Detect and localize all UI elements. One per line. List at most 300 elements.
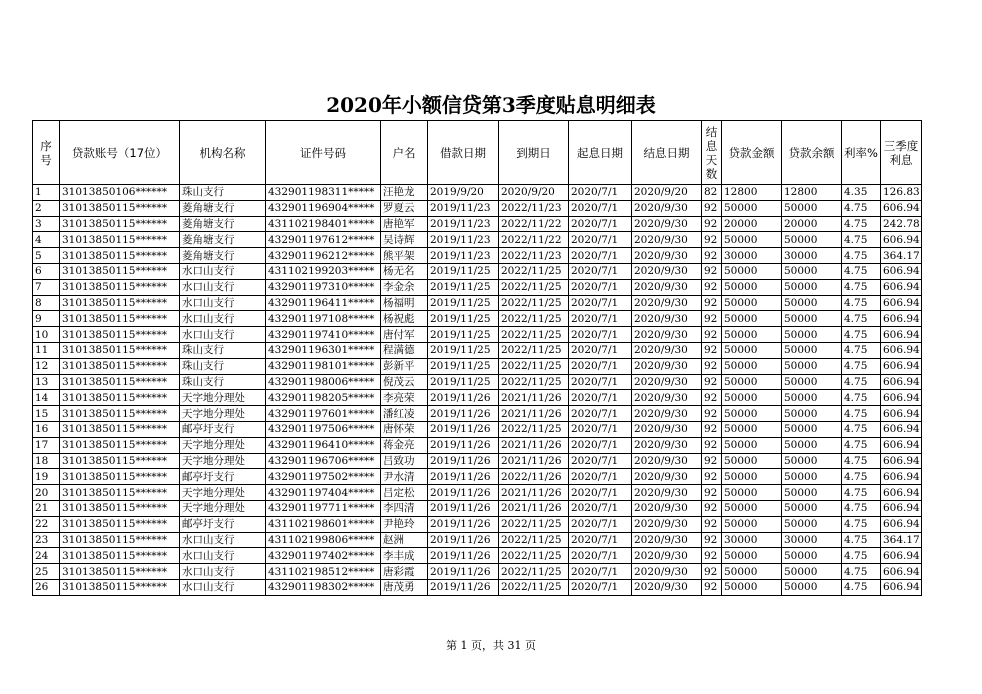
cell-name: 吴诗辉	[381, 232, 428, 248]
cell-rate: 4.75	[842, 516, 881, 532]
cell-q3-interest: 606.94	[881, 406, 922, 422]
table-row	[33, 485, 922, 501]
cell-rate: 4.75	[842, 390, 881, 406]
cell-days: 92	[702, 200, 722, 216]
table-row	[33, 579, 922, 595]
cell-due-date: 2022/11/22	[499, 232, 569, 248]
cell-days: 92	[702, 232, 722, 248]
cell-account: 31013850115******	[60, 263, 180, 279]
cell-rate: 4.75	[842, 263, 881, 279]
cell-account: 31013850115******	[60, 342, 180, 358]
cell-rate: 4.75	[842, 248, 881, 264]
cell-seq: 14	[33, 390, 60, 406]
cell-name: 唐茂勇	[381, 579, 428, 595]
col-header-due-date: 到期日	[499, 121, 569, 185]
cell-q3-interest: 606.94	[881, 263, 922, 279]
cell-due-date: 2020/9/20	[499, 185, 569, 201]
cell-rate: 4.75	[842, 453, 881, 469]
col-header-days: 结息天数	[702, 121, 722, 185]
cell-days: 92	[702, 263, 722, 279]
cell-days: 92	[702, 327, 722, 343]
cell-branch: 水口山支行	[180, 548, 266, 564]
cell-loan-balance: 50000	[782, 579, 842, 595]
cell-loan-date: 2019/11/26	[428, 579, 499, 595]
cell-loan-date: 2019/11/26	[428, 469, 499, 485]
cell-name: 唐怀荣	[381, 421, 428, 437]
table-row	[33, 342, 922, 358]
table-row	[33, 374, 922, 390]
cell-account: 31013850115******	[60, 485, 180, 501]
cell-branch: 水口山支行	[180, 579, 266, 595]
cell-q3-interest: 606.94	[881, 485, 922, 501]
cell-name: 汪艳龙	[381, 185, 428, 201]
cell-branch: 菱角塘支行	[180, 232, 266, 248]
col-header-rate: 利率%	[842, 121, 881, 185]
cell-seq: 15	[33, 406, 60, 422]
cell-account: 31013850115******	[60, 374, 180, 390]
cell-days: 92	[702, 485, 722, 501]
cell-due-date: 2022/11/25	[499, 295, 569, 311]
cell-id-number: 432901196212*****	[266, 248, 381, 264]
cell-loan-balance: 50000	[782, 469, 842, 485]
cell-branch: 天字地分理处	[180, 406, 266, 422]
cell-loan-date: 2019/9/20	[428, 185, 499, 201]
cell-seq: 20	[33, 485, 60, 501]
col-header-name: 户名	[381, 121, 428, 185]
cell-interest-start: 2020/7/1	[569, 200, 632, 216]
cell-id-number: 432901196706*****	[266, 453, 381, 469]
cell-interest-end: 2020/9/30	[632, 216, 702, 232]
cell-due-date: 2022/11/25	[499, 548, 569, 564]
cell-rate: 4.75	[842, 532, 881, 548]
cell-due-date: 2022/11/25	[499, 516, 569, 532]
cell-due-date: 2022/11/25	[499, 374, 569, 390]
cell-branch: 天字地分理处	[180, 453, 266, 469]
cell-loan-amount: 50000	[722, 263, 782, 279]
table-row	[33, 311, 922, 327]
cell-interest-start: 2020/7/1	[569, 485, 632, 501]
cell-loan-balance: 50000	[782, 342, 842, 358]
cell-rate: 4.75	[842, 358, 881, 374]
cell-q3-interest: 364.17	[881, 248, 922, 264]
table-row	[33, 327, 922, 343]
cell-account: 31013850115******	[60, 469, 180, 485]
table-row	[33, 406, 922, 422]
table-row	[33, 500, 922, 516]
cell-name: 倪茂云	[381, 374, 428, 390]
cell-loan-amount: 50000	[722, 406, 782, 422]
cell-interest-start: 2020/7/1	[569, 564, 632, 580]
cell-name: 程满德	[381, 342, 428, 358]
cell-seq: 25	[33, 564, 60, 580]
cell-q3-interest: 606.94	[881, 390, 922, 406]
table-row	[33, 516, 922, 532]
cell-due-date: 2022/11/25	[499, 421, 569, 437]
cell-name: 李金余	[381, 279, 428, 295]
cell-q3-interest: 606.94	[881, 421, 922, 437]
cell-id-number: 432901197502*****	[266, 469, 381, 485]
cell-days: 92	[702, 453, 722, 469]
cell-loan-date: 2019/11/23	[428, 248, 499, 264]
cell-interest-end: 2020/9/30	[632, 406, 702, 422]
cell-loan-balance: 50000	[782, 279, 842, 295]
cell-rate: 4.75	[842, 295, 881, 311]
cell-branch: 水口山支行	[180, 564, 266, 580]
cell-id-number: 432901196301*****	[266, 342, 381, 358]
cell-loan-date: 2019/11/25	[428, 358, 499, 374]
cell-q3-interest: 606.94	[881, 374, 922, 390]
cell-id-number: 432901196904*****	[266, 200, 381, 216]
cell-id-number: 431102198512*****	[266, 564, 381, 580]
cell-name: 罗夏云	[381, 200, 428, 216]
cell-q3-interest: 606.94	[881, 295, 922, 311]
cell-loan-balance: 50000	[782, 358, 842, 374]
header-row	[33, 121, 922, 185]
cell-interest-start: 2020/7/1	[569, 421, 632, 437]
table-row	[33, 279, 922, 295]
cell-days: 92	[702, 279, 722, 295]
cell-q3-interest: 606.94	[881, 279, 922, 295]
cell-account: 31013850115******	[60, 516, 180, 532]
cell-interest-end: 2020/9/30	[632, 421, 702, 437]
cell-q3-interest: 606.94	[881, 200, 922, 216]
cell-loan-amount: 50000	[722, 579, 782, 595]
cell-loan-balance: 30000	[782, 248, 842, 264]
cell-due-date: 2022/11/25	[499, 342, 569, 358]
cell-due-date: 2022/11/25	[499, 311, 569, 327]
cell-loan-date: 2019/11/23	[428, 232, 499, 248]
cell-loan-date: 2019/11/23	[428, 216, 499, 232]
cell-loan-balance: 50000	[782, 406, 842, 422]
cell-name: 唐付军	[381, 327, 428, 343]
cell-days: 92	[702, 311, 722, 327]
table-row	[33, 185, 922, 201]
cell-interest-start: 2020/7/1	[569, 469, 632, 485]
cell-seq: 13	[33, 374, 60, 390]
cell-interest-end: 2020/9/20	[632, 185, 702, 201]
cell-interest-start: 2020/7/1	[569, 453, 632, 469]
cell-loan-balance: 30000	[782, 532, 842, 548]
table-row	[33, 453, 922, 469]
table-row	[33, 421, 922, 437]
cell-name: 李丰成	[381, 548, 428, 564]
cell-loan-amount: 20000	[722, 216, 782, 232]
cell-q3-interest: 606.94	[881, 437, 922, 453]
cell-days: 92	[702, 516, 722, 532]
cell-interest-end: 2020/9/30	[632, 311, 702, 327]
cell-loan-date: 2019/11/25	[428, 295, 499, 311]
table-row	[33, 263, 922, 279]
cell-loan-amount: 50000	[722, 516, 782, 532]
cell-account: 31013850115******	[60, 390, 180, 406]
cell-loan-amount: 50000	[722, 390, 782, 406]
cell-branch: 天字地分理处	[180, 390, 266, 406]
cell-name: 熊平架	[381, 248, 428, 264]
cell-interest-start: 2020/7/1	[569, 185, 632, 201]
cell-rate: 4.75	[842, 200, 881, 216]
cell-loan-balance: 50000	[782, 437, 842, 453]
cell-account: 31013850115******	[60, 216, 180, 232]
col-header-loan-date: 借款日期	[428, 121, 499, 185]
cell-due-date: 2022/11/25	[499, 579, 569, 595]
cell-due-date: 2021/11/26	[499, 453, 569, 469]
cell-interest-end: 2020/9/30	[632, 358, 702, 374]
cell-interest-end: 2020/9/30	[632, 279, 702, 295]
cell-due-date: 2022/11/25	[499, 532, 569, 548]
cell-rate: 4.35	[842, 185, 881, 201]
cell-seq: 5	[33, 248, 60, 264]
cell-seq: 7	[33, 279, 60, 295]
cell-account: 31013850115******	[60, 295, 180, 311]
cell-branch: 天字地分理处	[180, 437, 266, 453]
cell-id-number: 431102198401*****	[266, 216, 381, 232]
cell-seq: 4	[33, 232, 60, 248]
cell-days: 92	[702, 248, 722, 264]
cell-loan-balance: 20000	[782, 216, 842, 232]
cell-rate: 4.75	[842, 564, 881, 580]
cell-days: 92	[702, 421, 722, 437]
cell-q3-interest: 606.94	[881, 516, 922, 532]
cell-account: 31013850115******	[60, 500, 180, 516]
cell-id-number: 432901197410*****	[266, 327, 381, 343]
col-header-seq: 序号	[33, 121, 60, 185]
cell-rate: 4.75	[842, 469, 881, 485]
cell-branch: 珠山支行	[180, 358, 266, 374]
cell-loan-amount: 50000	[722, 232, 782, 248]
cell-interest-end: 2020/9/30	[632, 485, 702, 501]
cell-branch: 菱角塘支行	[180, 200, 266, 216]
cell-account: 31013850115******	[60, 232, 180, 248]
cell-due-date: 2021/11/26	[499, 485, 569, 501]
cell-interest-start: 2020/7/1	[569, 437, 632, 453]
cell-loan-amount: 30000	[722, 248, 782, 264]
cell-loan-amount: 50000	[722, 548, 782, 564]
cell-days: 92	[702, 358, 722, 374]
col-header-interest-start: 起息日期	[569, 121, 632, 185]
cell-account: 31013850115******	[60, 327, 180, 343]
table-row	[33, 548, 922, 564]
cell-seq: 18	[33, 453, 60, 469]
cell-name: 尹艳玲	[381, 516, 428, 532]
cell-branch: 水口山支行	[180, 532, 266, 548]
cell-rate: 4.75	[842, 342, 881, 358]
cell-id-number: 432901196410*****	[266, 437, 381, 453]
cell-q3-interest: 606.94	[881, 327, 922, 343]
cell-interest-start: 2020/7/1	[569, 248, 632, 264]
cell-interest-start: 2020/7/1	[569, 232, 632, 248]
cell-id-number: 432901197402*****	[266, 548, 381, 564]
cell-loan-date: 2019/11/23	[428, 200, 499, 216]
cell-loan-amount: 50000	[722, 469, 782, 485]
cell-loan-balance: 50000	[782, 500, 842, 516]
cell-interest-end: 2020/9/30	[632, 374, 702, 390]
cell-rate: 4.75	[842, 579, 881, 595]
cell-seq: 6	[33, 263, 60, 279]
cell-id-number: 432901198101*****	[266, 358, 381, 374]
cell-seq: 17	[33, 437, 60, 453]
cell-loan-amount: 50000	[722, 200, 782, 216]
cell-name: 杨无名	[381, 263, 428, 279]
cell-loan-amount: 50000	[722, 421, 782, 437]
cell-due-date: 2022/11/22	[499, 216, 569, 232]
table-header	[33, 121, 922, 185]
cell-branch: 菱角塘支行	[180, 248, 266, 264]
cell-loan-balance: 50000	[782, 232, 842, 248]
table-row	[33, 532, 922, 548]
cell-seq: 24	[33, 548, 60, 564]
cell-interest-end: 2020/9/30	[632, 232, 702, 248]
cell-loan-date: 2019/11/26	[428, 390, 499, 406]
cell-rate: 4.75	[842, 216, 881, 232]
cell-id-number: 432901198302*****	[266, 579, 381, 595]
table-row	[33, 248, 922, 264]
cell-branch: 菱角塘支行	[180, 216, 266, 232]
col-header-account: 贷款账号（17位）	[60, 121, 180, 185]
cell-rate: 4.75	[842, 421, 881, 437]
cell-name: 唐艳军	[381, 216, 428, 232]
cell-seq: 8	[33, 295, 60, 311]
cell-id-number: 432901196411*****	[266, 295, 381, 311]
cell-branch: 邮亭圩支行	[180, 421, 266, 437]
cell-id-number: 432901197506*****	[266, 421, 381, 437]
cell-loan-balance: 50000	[782, 421, 842, 437]
table-row	[33, 437, 922, 453]
cell-name: 赵洲	[381, 532, 428, 548]
table-row	[33, 216, 922, 232]
cell-account: 31013850115******	[60, 200, 180, 216]
cell-days: 92	[702, 374, 722, 390]
cell-loan-balance: 50000	[782, 516, 842, 532]
cell-name: 尹水清	[381, 469, 428, 485]
cell-interest-end: 2020/9/30	[632, 548, 702, 564]
cell-interest-start: 2020/7/1	[569, 516, 632, 532]
col-header-loan-balance: 贷款余额	[782, 121, 842, 185]
cell-rate: 4.75	[842, 485, 881, 501]
cell-days: 92	[702, 216, 722, 232]
cell-loan-balance: 50000	[782, 564, 842, 580]
cell-loan-balance: 12800	[782, 185, 842, 201]
cell-account: 31013850115******	[60, 406, 180, 422]
cell-days: 92	[702, 548, 722, 564]
cell-due-date: 2021/11/26	[499, 500, 569, 516]
cell-account: 31013850115******	[60, 421, 180, 437]
cell-loan-date: 2019/11/26	[428, 564, 499, 580]
cell-loan-date: 2019/11/26	[428, 485, 499, 501]
cell-days: 92	[702, 342, 722, 358]
table-body	[33, 185, 922, 596]
cell-q3-interest: 606.94	[881, 232, 922, 248]
cell-interest-start: 2020/7/1	[569, 500, 632, 516]
cell-interest-end: 2020/9/30	[632, 532, 702, 548]
cell-loan-date: 2019/11/25	[428, 327, 499, 343]
cell-days: 92	[702, 390, 722, 406]
cell-q3-interest: 606.94	[881, 311, 922, 327]
cell-account: 31013850115******	[60, 437, 180, 453]
cell-interest-start: 2020/7/1	[569, 279, 632, 295]
cell-interest-end: 2020/9/30	[632, 263, 702, 279]
cell-loan-amount: 50000	[722, 500, 782, 516]
cell-name: 唐彩霞	[381, 564, 428, 580]
cell-days: 92	[702, 437, 722, 453]
cell-q3-interest: 606.94	[881, 548, 922, 564]
cell-interest-end: 2020/9/30	[632, 327, 702, 343]
cell-q3-interest: 364.17	[881, 532, 922, 548]
cell-rate: 4.75	[842, 406, 881, 422]
cell-seq: 22	[33, 516, 60, 532]
cell-interest-end: 2020/9/30	[632, 295, 702, 311]
cell-interest-start: 2020/7/1	[569, 327, 632, 343]
cell-name: 蒋金亮	[381, 437, 428, 453]
col-header-q3-interest: 三季度利息	[881, 121, 922, 185]
cell-loan-date: 2019/11/25	[428, 342, 499, 358]
page-footer: 第 1 页，共 31 页	[446, 639, 536, 652]
cell-rate: 4.75	[842, 311, 881, 327]
cell-loan-amount: 50000	[722, 342, 782, 358]
cell-days: 82	[702, 185, 722, 201]
cell-loan-date: 2019/11/25	[428, 311, 499, 327]
cell-interest-start: 2020/7/1	[569, 263, 632, 279]
table-row	[33, 200, 922, 216]
cell-id-number: 432901197108*****	[266, 311, 381, 327]
cell-loan-date: 2019/11/26	[428, 406, 499, 422]
cell-interest-end: 2020/9/30	[632, 453, 702, 469]
cell-loan-amount: 50000	[722, 437, 782, 453]
cell-interest-end: 2020/9/30	[632, 342, 702, 358]
cell-q3-interest: 606.94	[881, 579, 922, 595]
cell-account: 31013850115******	[60, 564, 180, 580]
cell-id-number: 432901197310*****	[266, 279, 381, 295]
cell-loan-amount: 50000	[722, 453, 782, 469]
cell-interest-start: 2020/7/1	[569, 374, 632, 390]
cell-seq: 21	[33, 500, 60, 516]
cell-days: 92	[702, 406, 722, 422]
table-row	[33, 390, 922, 406]
cell-loan-amount: 50000	[722, 295, 782, 311]
cell-name: 李亮荣	[381, 390, 428, 406]
cell-loan-date: 2019/11/25	[428, 279, 499, 295]
cell-loan-date: 2019/11/26	[428, 453, 499, 469]
cell-loan-balance: 50000	[782, 548, 842, 564]
cell-days: 92	[702, 295, 722, 311]
cell-due-date: 2022/11/26	[499, 469, 569, 485]
table-row	[33, 469, 922, 485]
cell-account: 31013850106******	[60, 185, 180, 201]
cell-seq: 1	[33, 185, 60, 201]
cell-due-date: 2021/11/26	[499, 390, 569, 406]
cell-loan-amount: 50000	[722, 279, 782, 295]
cell-loan-amount: 50000	[722, 485, 782, 501]
cell-seq: 10	[33, 327, 60, 343]
cell-branch: 水口山支行	[180, 295, 266, 311]
cell-due-date: 2022/11/25	[499, 327, 569, 343]
cell-due-date: 2021/11/26	[499, 406, 569, 422]
cell-id-number: 431102199806*****	[266, 532, 381, 548]
cell-loan-balance: 50000	[782, 295, 842, 311]
cell-rate: 4.75	[842, 548, 881, 564]
cell-id-number: 432901197601*****	[266, 406, 381, 422]
cell-id-number: 432901197711*****	[266, 500, 381, 516]
cell-interest-start: 2020/7/1	[569, 390, 632, 406]
table-row	[33, 358, 922, 374]
cell-q3-interest: 606.94	[881, 500, 922, 516]
cell-rate: 4.75	[842, 437, 881, 453]
cell-account: 31013850115******	[60, 311, 180, 327]
cell-loan-balance: 50000	[782, 453, 842, 469]
cell-seq: 3	[33, 216, 60, 232]
cell-id-number: 432901198311*****	[266, 185, 381, 201]
cell-q3-interest: 606.94	[881, 342, 922, 358]
table-row	[33, 564, 922, 580]
